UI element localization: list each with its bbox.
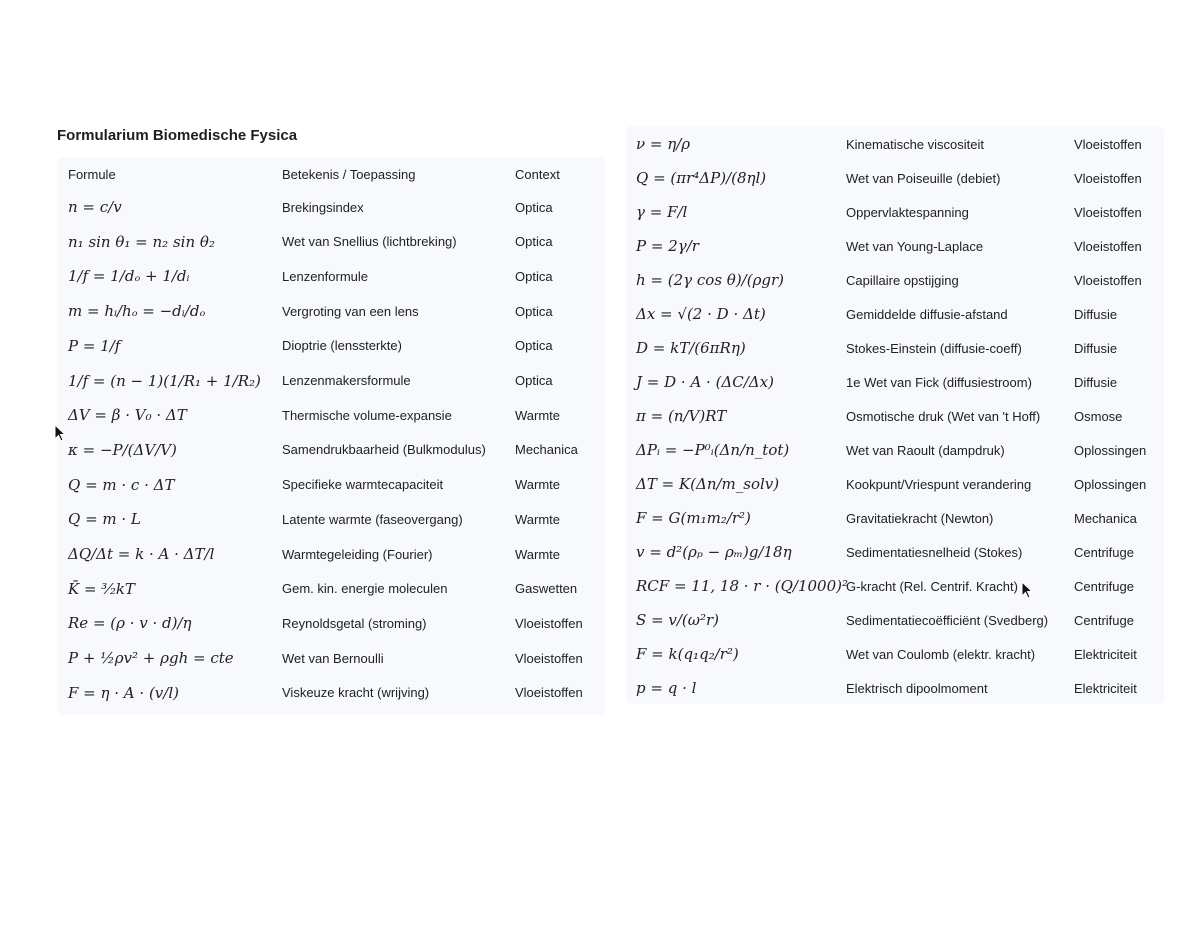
- column-header-formula: Formule: [68, 166, 116, 182]
- table-row: [57, 606, 605, 640]
- formula-cell: P = 2γ/r: [636, 237, 699, 255]
- meaning-cell: Reynoldsgetal (stroming): [282, 615, 427, 631]
- table-row: [57, 537, 605, 571]
- context-cell: Centrifuge: [1074, 544, 1134, 560]
- context-cell: Osmose: [1074, 408, 1123, 424]
- context-cell: Diffusie: [1074, 340, 1118, 356]
- table-header-row: [57, 157, 605, 191]
- meaning-cell: Wet van Young-Laplace: [846, 238, 984, 254]
- table-row: [57, 572, 605, 606]
- meaning-cell: Elektrisch dipoolmoment: [846, 680, 988, 696]
- table-row: [626, 671, 1164, 705]
- formula-cell: 1/f = (n − 1)(1/R₁ + 1/R₂): [68, 371, 261, 390]
- context-cell: Vloeistoffen: [1074, 238, 1142, 254]
- formula-cell: v = d²(ρₚ − ρₘ)g/18η: [636, 543, 792, 561]
- meaning-cell: Samendrukbaarheid (Bulkmodulus): [282, 442, 486, 458]
- column-header-context: Context: [515, 166, 560, 182]
- table-row: [57, 190, 605, 224]
- context-cell: Gaswetten: [515, 581, 578, 597]
- meaning-cell: Specifieke warmtecapaciteit: [282, 477, 444, 493]
- context-cell: Optica: [515, 338, 553, 354]
- meaning-cell: Dioptrie (lenssterkte): [282, 338, 402, 354]
- formula-cell: ΔV = β · V₀ · ΔT: [68, 406, 187, 425]
- mouse-pointer-icon: [54, 424, 66, 442]
- context-cell: Vloeistoffen: [515, 650, 583, 666]
- meaning-cell: Wet van Snellius (lichtbreking): [282, 234, 457, 250]
- meaning-cell: Latente warmte (faseovergang): [282, 511, 463, 527]
- table-row: [626, 501, 1164, 535]
- table-row: [57, 294, 605, 328]
- formula-cell: F = k(q₁q₂/r²): [636, 645, 739, 663]
- context-cell: Vloeistoffen: [1074, 204, 1142, 220]
- context-cell: Diffusie: [1074, 306, 1118, 322]
- table-row: [626, 569, 1164, 603]
- context-cell: Mechanica: [515, 442, 578, 458]
- formula-cell: π = (n/V)RT: [636, 407, 727, 425]
- table-row: [57, 676, 605, 710]
- meaning-cell: Thermische volume-expansie: [282, 407, 452, 423]
- formula-table-left: [57, 157, 605, 715]
- formula-cell: D = kT/(6πRη): [636, 339, 746, 357]
- context-cell: Vloeistoffen: [515, 615, 583, 631]
- meaning-cell: Wet van Bernoulli: [282, 650, 384, 666]
- table-row: [626, 127, 1164, 161]
- table-row: [626, 365, 1164, 399]
- formula-cell: γ = F/l: [636, 203, 688, 221]
- meaning-cell: Osmotische druk (Wet van 't Hoff): [846, 408, 1041, 424]
- table-row: [626, 399, 1164, 433]
- meaning-cell: G-kracht (Rel. Centrif. Kracht): [846, 578, 1018, 594]
- formula-cell: Δx = √(2 · D · Δt): [636, 305, 766, 323]
- table-row: [57, 398, 605, 432]
- context-cell: Warmte: [515, 477, 561, 493]
- meaning-cell: Warmtegeleiding (Fourier): [282, 546, 433, 562]
- formula-cell: F = G(m₁m₂/r²): [636, 509, 751, 527]
- context-cell: Diffusie: [1074, 374, 1118, 390]
- context-cell: Elektriciteit: [1074, 646, 1137, 662]
- context-cell: Warmte: [515, 546, 561, 562]
- meaning-cell: 1e Wet van Fick (diffusiestroom): [846, 374, 1032, 390]
- meaning-cell: Sedimentatiesnelheid (Stokes): [846, 544, 1023, 560]
- formula-cell: F = η · A · (v/l): [68, 683, 179, 702]
- table-row: [626, 603, 1164, 637]
- context-cell: Vloeistoffen: [1074, 272, 1142, 288]
- formula-cell: Re = (ρ · v · d)/η: [68, 614, 192, 633]
- context-cell: Optica: [515, 234, 553, 250]
- table-row: [626, 535, 1164, 569]
- formula-cell: J = D · A · (ΔC/Δx): [636, 373, 774, 391]
- context-cell: Optica: [515, 268, 553, 284]
- table-row: [57, 641, 605, 675]
- formula-cell: S = v/(ω²r): [636, 611, 720, 629]
- formula-cell: ΔT = K(Δn/m_solv): [636, 475, 780, 493]
- meaning-cell: Lenzenmakersformule: [282, 373, 411, 388]
- context-cell: Oplossingen: [1074, 442, 1147, 458]
- formula-cell: 1/f = 1/dₒ + 1/dᵢ: [68, 267, 190, 286]
- page-title: Formularium Biomedische Fysica: [57, 127, 298, 144]
- table-row: [57, 329, 605, 363]
- meaning-cell: Vergroting van een lens: [282, 303, 419, 319]
- formula-cell: ΔQ/Δt = k · A · ΔT/l: [68, 545, 215, 563]
- table-row: [57, 259, 605, 293]
- meaning-cell: Gravitatiekracht (Newton): [846, 510, 994, 526]
- meaning-cell: Oppervlaktespanning: [846, 204, 969, 220]
- context-cell: Optica: [515, 199, 553, 215]
- context-cell: Optica: [515, 303, 553, 319]
- formula-cell: n₁ sin θ₁ = n₂ sin θ₂: [68, 232, 215, 251]
- context-cell: Warmte: [515, 407, 561, 423]
- table-row: [626, 331, 1164, 365]
- context-cell: Elektriciteit: [1074, 680, 1137, 696]
- formula-cell: m = hᵢ/hₒ = −dᵢ/dₒ: [68, 302, 206, 321]
- column-header-meaning: Betekenis / Toepassing: [282, 166, 416, 182]
- meaning-cell: Gem. kin. energie moleculen: [282, 581, 448, 597]
- context-cell: Mechanica: [1074, 510, 1137, 526]
- table-row: [57, 502, 605, 536]
- meaning-cell: Gemiddelde diffusie-afstand: [846, 306, 1008, 322]
- meaning-cell: Wet van Coulomb (elektr. kracht): [846, 646, 1036, 662]
- meaning-cell: Viskeuze kracht (wrijving): [282, 685, 430, 701]
- table-row: [626, 229, 1164, 263]
- meaning-cell: Kookpunt/Vriespunt verandering: [846, 476, 1032, 492]
- table-row: [626, 467, 1164, 501]
- context-cell: Vloeistoffen: [515, 685, 583, 701]
- formula-cell: ν = η/ρ: [636, 135, 691, 153]
- table-row: [57, 433, 605, 467]
- context-cell: Optica: [515, 373, 553, 388]
- formula-table-right: [626, 126, 1164, 704]
- formula-cell: Q = m · L: [68, 510, 141, 529]
- meaning-cell: Capillaire opstijging: [846, 272, 959, 288]
- mouse-pointer-icon: [1021, 581, 1033, 599]
- table-row: [57, 468, 605, 502]
- meaning-cell: Wet van Raoult (dampdruk): [846, 442, 1005, 458]
- formula-cell: K̄ = ³⁄₂kT: [68, 579, 135, 598]
- context-cell: Centrifuge: [1074, 578, 1134, 594]
- formula-cell: h = (2γ cos θ)/(ρgr): [636, 271, 785, 289]
- table-row: [626, 297, 1164, 331]
- table-row: [626, 161, 1164, 195]
- formula-cell: P = 1/f: [68, 336, 121, 355]
- meaning-cell: Kinematische viscositeit: [846, 136, 984, 152]
- table-row: [626, 263, 1164, 297]
- table-row: [57, 225, 605, 259]
- context-cell: Oplossingen: [1074, 476, 1147, 492]
- formula-cell: ΔPᵢ = −P⁰ᵢ(Δn/n_tot): [636, 441, 790, 459]
- meaning-cell: Brekingsindex: [282, 199, 364, 215]
- meaning-cell: Stokes-Einstein (diffusie-coeff): [846, 340, 1022, 356]
- formula-cell: κ = −P/(ΔV/V): [68, 440, 177, 459]
- context-cell: Warmte: [515, 511, 561, 527]
- table-row: [626, 433, 1164, 467]
- table-row: [57, 364, 605, 398]
- meaning-cell: Sedimentatiecoëfficiënt (Svedberg): [846, 612, 1049, 628]
- formula-cell: n = c/v: [68, 198, 122, 216]
- formula-cell: p = q · l: [636, 679, 697, 697]
- formula-cell: RCF = 11, 18 · r · (Q/1000)²: [636, 577, 849, 595]
- context-cell: Centrifuge: [1074, 612, 1134, 628]
- meaning-cell: Wet van Poiseuille (debiet): [846, 170, 1001, 186]
- table-row: [626, 637, 1164, 671]
- context-cell: Vloeistoffen: [1074, 170, 1142, 186]
- context-cell: Vloeistoffen: [1074, 136, 1142, 152]
- meaning-cell: Lenzenformule: [282, 268, 368, 284]
- table-row: [626, 195, 1164, 229]
- formula-cell: Q = (πr⁴ΔP)/(8ηl): [636, 169, 767, 187]
- formula-cell: Q = m · c · ΔT: [68, 475, 175, 494]
- formula-cell: P + ½ρv² + ρgh = cte: [68, 649, 234, 668]
